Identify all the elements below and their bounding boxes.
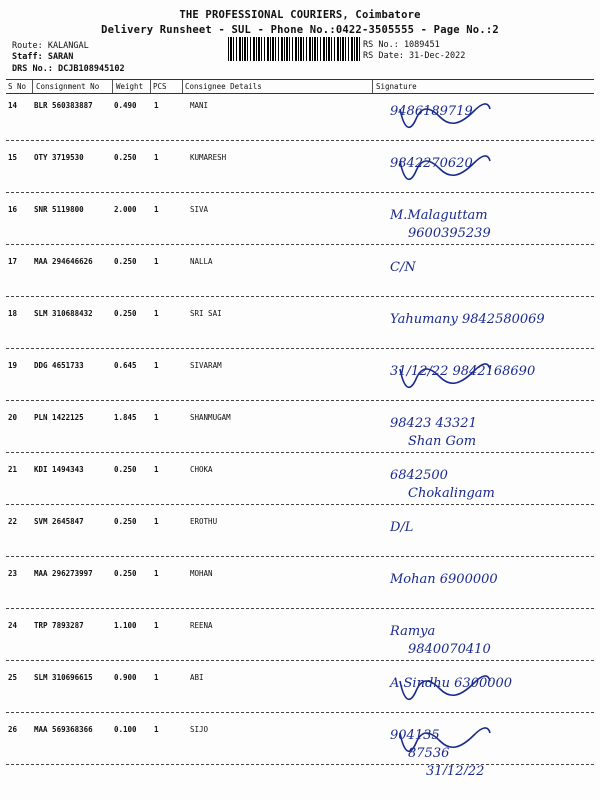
col-divider	[150, 80, 151, 93]
row-sno: 25	[8, 673, 18, 682]
signature-text: 9842270620	[390, 156, 473, 171]
col-weight: Weight	[116, 82, 144, 91]
row-sno: 16	[8, 205, 18, 214]
row-consignee: MOHAN	[190, 569, 213, 578]
row-consignment: DDG 4651733	[34, 361, 84, 370]
drs-number: DRS No.: DCJB108945102	[12, 64, 125, 74]
row-consignment: SVM 2645847	[34, 517, 84, 526]
row-weight: 0.250	[114, 153, 137, 162]
row-pcs: 1	[154, 465, 159, 474]
row-consignee: REENA	[190, 621, 213, 630]
signature-text: Shan Gom	[408, 434, 477, 449]
rs-number: RS No.: 1089451	[363, 40, 440, 50]
signature-text: 98423 43321	[390, 416, 477, 431]
row-sno: 21	[8, 465, 18, 474]
row-sno: 14	[8, 101, 18, 110]
row-pcs: 1	[154, 101, 159, 110]
row-weight: 0.250	[114, 309, 137, 318]
row-pcs: 1	[154, 257, 159, 266]
row-weight: 1.845	[114, 413, 137, 422]
row-sno: 20	[8, 413, 18, 422]
signature-image	[370, 713, 598, 775]
row-weight: 0.250	[114, 465, 137, 474]
signature-text: 9486189719	[390, 104, 473, 119]
col-signature: Signature	[376, 82, 417, 91]
row-sno: 22	[8, 517, 18, 526]
row-consignment: SNR 5119800	[34, 205, 84, 214]
signature-text: C/N	[390, 260, 416, 275]
signature-text: 904135	[390, 728, 440, 743]
row-consignee: SIVARAM	[190, 361, 222, 370]
row-weight: 0.250	[114, 257, 137, 266]
signature-text: 6842500	[390, 468, 448, 483]
row-weight: 0.490	[114, 101, 137, 110]
header-top-rule	[6, 79, 594, 80]
signature-text: D/L	[390, 520, 414, 535]
signature-text: 9600395239	[408, 226, 491, 241]
signature-text: 9840070410	[408, 642, 491, 657]
signature-text: Ramya	[390, 624, 436, 639]
row-consignment: PLN 1422125	[34, 413, 84, 422]
barcode	[228, 37, 360, 61]
runsheet-title: Delivery Runsheet - SUL - Phone No.:0422-3505555 - Page No.:2	[101, 24, 499, 36]
row-pcs: 1	[154, 673, 159, 682]
col-divider	[32, 80, 33, 93]
row-pcs: 1	[154, 569, 159, 578]
row-sno: 17	[8, 257, 18, 266]
row-consignment: KDI 1494343	[34, 465, 84, 474]
row-weight: 0.645	[114, 361, 137, 370]
row-consignment: MAA 296273997	[34, 569, 93, 578]
row-consignment: OTY 3719530	[34, 153, 84, 162]
col-consignment: Consignment No	[36, 82, 100, 91]
row-consignment: SLM 310688432	[34, 309, 93, 318]
company-title: THE PROFESSIONAL COURIERS, Coimbatore	[179, 9, 421, 21]
row-sno: 26	[8, 725, 18, 734]
row-sno: 15	[8, 153, 18, 162]
row-consignee: ABI	[190, 673, 204, 682]
row-pcs: 1	[154, 205, 159, 214]
row-sno: 18	[8, 309, 18, 318]
rs-date: RS Date: 31-Dec-2022	[363, 51, 466, 61]
row-pcs: 1	[154, 309, 159, 318]
row-consignee: CHOKA	[190, 465, 213, 474]
col-pcs: PCS	[153, 82, 167, 91]
row-signature	[370, 713, 598, 775]
col-divider	[182, 80, 183, 93]
row-consignee: SHANMUGAM	[190, 413, 231, 422]
row-consignment: MAA 294646626	[34, 257, 93, 266]
row-weight: 0.100	[114, 725, 137, 734]
row-consignee: SRI SAI	[190, 309, 222, 318]
row-consignee: SIJO	[190, 725, 209, 734]
row-consignee: NALLA	[190, 257, 213, 266]
row-sno: 19	[8, 361, 18, 370]
signature-text: M.Malaguttam	[390, 208, 488, 223]
signature-text: 87536	[408, 746, 450, 761]
signature-text: A.Sindhu 6300000	[390, 676, 513, 691]
signature-text: Chokalingam	[408, 486, 495, 501]
col-divider	[112, 80, 113, 93]
signature-text: 31/12/22	[426, 764, 485, 775]
row-consignee: SIVA	[190, 205, 209, 214]
row-pcs: 1	[154, 413, 159, 422]
row-consignment: SLM 310696615	[34, 673, 93, 682]
row-consignment: TRP 7893287	[34, 621, 84, 630]
row-consignee: MANI	[190, 101, 209, 110]
row-sno: 23	[8, 569, 18, 578]
row-weight: 2.000	[114, 205, 137, 214]
row-weight: 1.100	[114, 621, 137, 630]
staff-label: Staff: SARAN	[12, 52, 74, 62]
row-consignment: MAA 569368366	[34, 725, 93, 734]
route-label: Route: KALANGAL	[12, 41, 89, 51]
row-pcs: 1	[154, 621, 159, 630]
row-consignment: BLR 560383887	[34, 101, 93, 110]
row-weight: 0.250	[114, 569, 137, 578]
row-weight: 0.250	[114, 517, 137, 526]
col-consignee: Consignee Details	[185, 82, 262, 91]
row-separator	[6, 764, 594, 765]
row-pcs: 1	[154, 725, 159, 734]
row-consignee: EROTHU	[190, 517, 218, 526]
signature-text: 31/12/22 9842168690	[390, 364, 536, 379]
row-pcs: 1	[154, 361, 159, 370]
signature-text: Mohan 6900000	[390, 572, 498, 587]
col-sno: S No	[8, 82, 27, 91]
signature-text: Yahumany 9842580069	[390, 312, 545, 327]
row-pcs: 1	[154, 517, 159, 526]
row-pcs: 1	[154, 153, 159, 162]
row-sno: 24	[8, 621, 18, 630]
row-weight: 0.900	[114, 673, 137, 682]
row-consignee: KUMARESH	[190, 153, 227, 162]
